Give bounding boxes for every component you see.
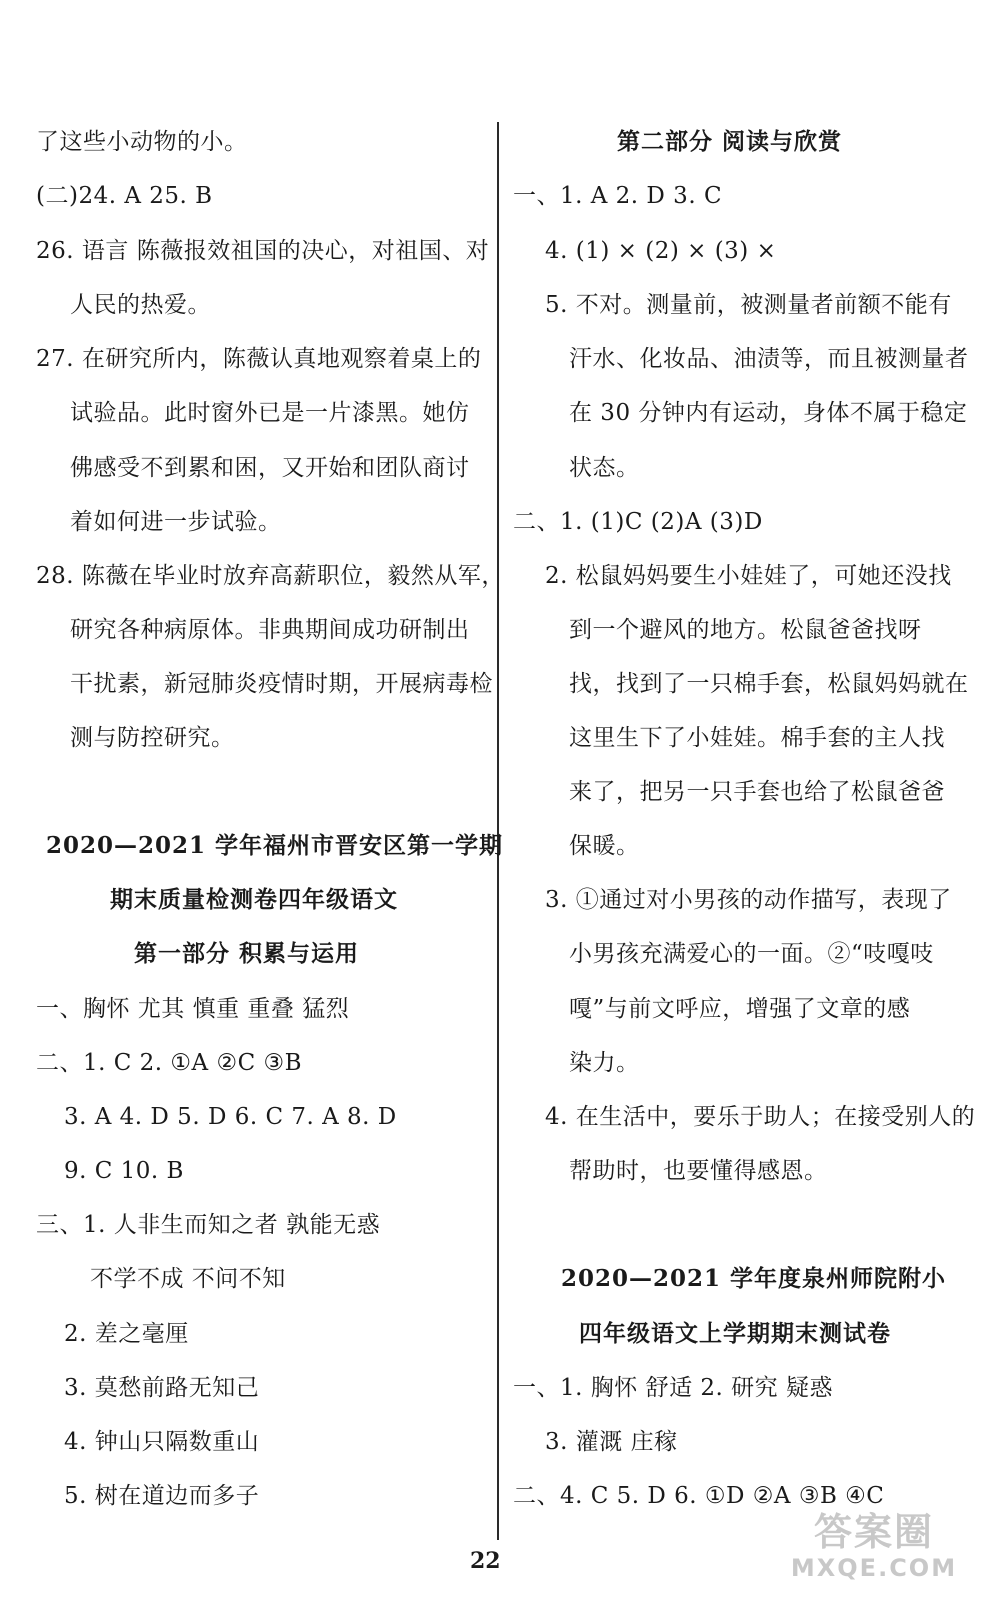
answer-line: 找，找到了一只棉手套，松鼠妈妈就在 (569, 671, 969, 697)
part-title: 第二部分 阅读与欣赏 (617, 128, 843, 155)
answer-line: 帮助时，也要懂得感恩。 (569, 1158, 828, 1184)
answer-line: 3. A 4. D 5. D 6. C 7. A 8. D (64, 1104, 397, 1130)
answer-line: 5. 树在道边而多子 (64, 1483, 260, 1509)
part-title: 第一部分 积累与运用 (134, 940, 360, 967)
text-line: 试验品。此时窗外已是一片漆黑。她仿 (70, 400, 470, 426)
answer-line: 二、4. C 5. D 6. ①D ②A ③B ④C (513, 1483, 885, 1509)
answer-line: 一、胸怀 尤其 慎重 重叠 猛烈 (36, 996, 350, 1022)
section-subtitle: 期末质量检测卷四年级语文 (110, 886, 398, 913)
text-line: 佛感受不到累和困，又开始和团队商讨 (70, 455, 470, 481)
text-line: 28. 陈薇在毕业时放弃高薪职位，毅然从军， (36, 563, 505, 589)
text-line: 了这些小动物的小。 (36, 129, 248, 155)
answer-line: 到一个避风的地方。松鼠爸爸找呀 (569, 617, 922, 643)
text-line: (二)24. A 25. B (36, 183, 213, 209)
answer-line: 2. 松鼠妈妈要生小娃娃了，可她还没找 (545, 563, 952, 589)
answer-line: 3. ①通过对小男孩的动作描写，表现了 (545, 887, 952, 913)
answer-line: 不学不成 不问不知 (90, 1266, 286, 1292)
section-title: 2020—2021 学年度泉州师院附小 (561, 1265, 947, 1292)
answer-line: 4. 钟山只隔数重山 (64, 1429, 260, 1455)
answer-line: 3. 莫愁前路无知己 (64, 1375, 260, 1401)
answer-line: 小男孩充满爱心的一面。②“吱嘎吱 (569, 941, 934, 967)
answer-line: 嘎”与前文呼应，增强了文章的感 (569, 996, 911, 1022)
answer-line: 5. 不对。测量前，被测量者前额不能有 (545, 292, 952, 318)
answer-line: 状态。 (569, 455, 640, 481)
text-line: 27. 在研究所内，陈薇认真地观察着桌上的 (36, 346, 482, 372)
answer-line: 染力。 (569, 1050, 640, 1076)
answer-line: 一、1. A 2. D 3. C (513, 183, 723, 209)
answer-line: 这里生下了小娃娃。棉手套的主人找 (569, 725, 945, 751)
answer-line: 在 30 分钟内有运动，身体不属于稳定 (569, 400, 968, 426)
answer-line: 来了，把另一只手套也给了松鼠爸爸 (569, 779, 945, 805)
answer-line: 3. 灌溉 庄稼 (545, 1429, 678, 1455)
text-line: 测与防控研究。 (70, 725, 235, 751)
text-line: 26. 语言 陈薇报效祖国的决心，对祖国、对 (36, 238, 490, 264)
answer-line: 三、1. 人非生而知之者 孰能无惑 (36, 1212, 381, 1238)
column-divider (497, 122, 499, 1540)
text-line: 研究各种病原体。非典期间成功研制出 (70, 617, 470, 643)
answer-line: 9. C 10. B (64, 1158, 184, 1184)
answer-line: 一、1. 胸怀 舒适 2. 研究 疑惑 (513, 1375, 833, 1401)
watermark-logo (790, 1510, 958, 1590)
page-number: 22 (470, 1548, 501, 1574)
section-title: 2020—2021 学年福州市晋安区第一学期 (46, 832, 504, 859)
answer-line: 汗水、化妆品、油渍等，而且被测量者 (569, 346, 969, 372)
text-line: 干扰素，新冠肺炎疫情时期，开展病毒检 (70, 671, 493, 697)
text-line: 着如何进一步试验。 (70, 509, 282, 535)
answer-line: 保暖。 (569, 833, 640, 859)
answer-line: 4. (1) × (2) × (3) × (545, 238, 777, 264)
watermark-title: 答案圈 (813, 1510, 934, 1554)
answer-line: 4. 在生活中，要乐于助人；在接受别人的 (545, 1104, 976, 1130)
answer-line: 2. 差之毫厘 (64, 1321, 189, 1347)
answer-line: 二、1. (1)C (2)A (3)D (513, 509, 763, 535)
text-line: 人民的热爱。 (70, 292, 211, 318)
answer-line: 二、1. C 2. ①A ②C ③B (36, 1050, 303, 1076)
watermark-url: MXQE.COM (790, 1554, 958, 1582)
section-subtitle: 四年级语文上学期期末测试卷 (579, 1320, 891, 1347)
